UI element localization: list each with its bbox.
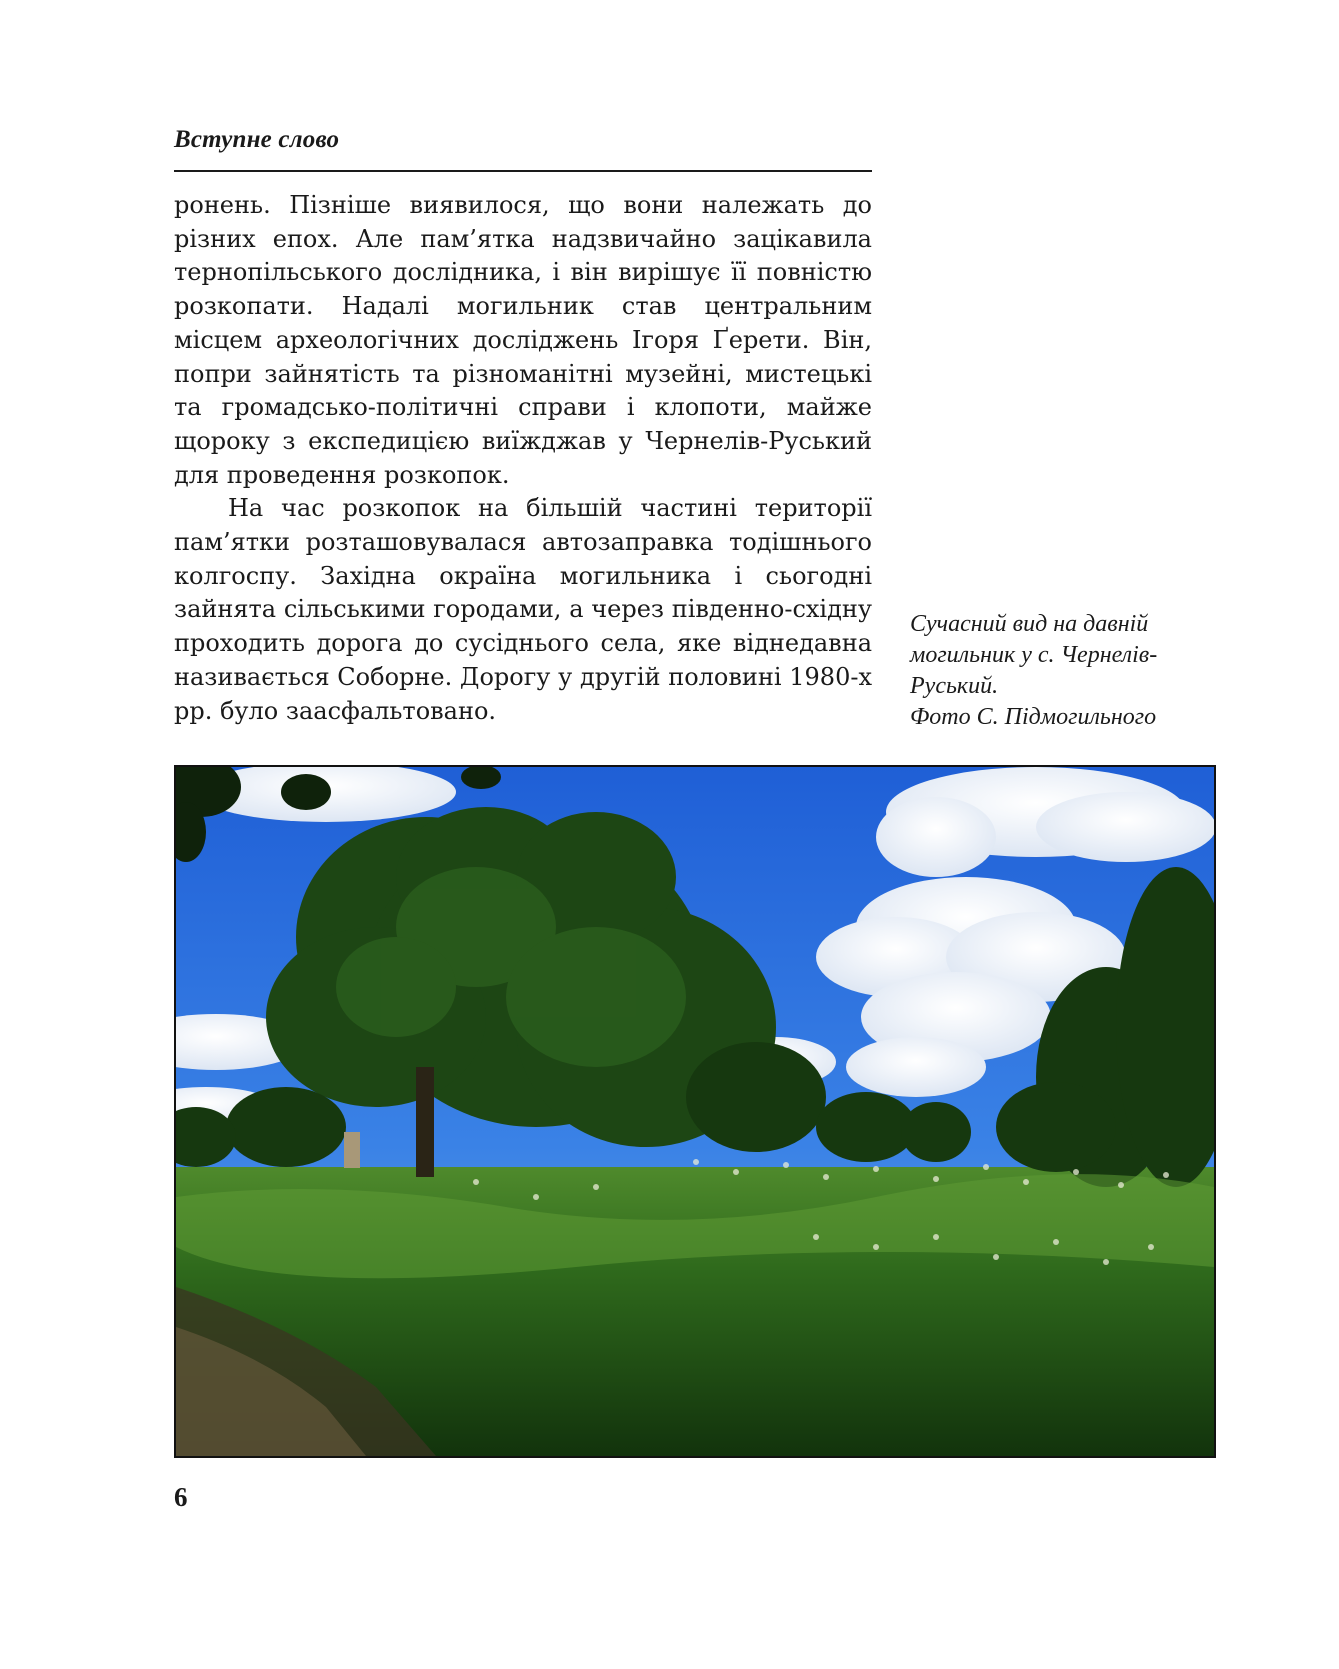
photo-caption	[910, 609, 1240, 733]
paragraph-1: ронень. Пізніше виявилося, що вони належать до різних епох. Але пам’ятка надзвичайно зацікавила тернопільського дослідника, і він вирішує її повністю розкопати. Надалі могильник став центральним місцем археологічних досліджень Ігоря Ґерети. Він, попри зайнятість та різноманітні музейні, мистецькі та громадсько-політичні справи і клопоти, майже щороку з експедицією виїжджав у Чернелів-Руський для проведення розкопок.	[174, 191, 872, 489]
caption-line: Сучасний вид на давній	[910, 611, 1149, 637]
body-text	[174, 189, 872, 728]
page-number: 6	[174, 1482, 188, 1512]
tree-trunk	[416, 1067, 434, 1177]
paragraph-2: На час розкопок на більшій частині території пам’ятки розташовувалася автозаправка тодішнього колгоспу. Західна окраїна могильника і сьогодні зайнята сільськими городами, а через південно-східну проходить дорога до сусіднього села, яке віднедавна називається Соборне. Дорогу у другій половині 1980-х рр. було заасфальтовано.	[174, 494, 872, 725]
running-title: Вступне слово	[174, 126, 340, 153]
header-rule	[174, 170, 872, 172]
landscape-photo-illustration	[176, 767, 1214, 1456]
stone-marker	[344, 1132, 360, 1168]
caption-line: Руський.	[910, 673, 999, 699]
caption-line: Фото С. Підмогильного	[910, 704, 1157, 730]
landscape-photo	[174, 765, 1216, 1458]
caption-line: могильник у с. Чернелів-	[910, 642, 1158, 668]
